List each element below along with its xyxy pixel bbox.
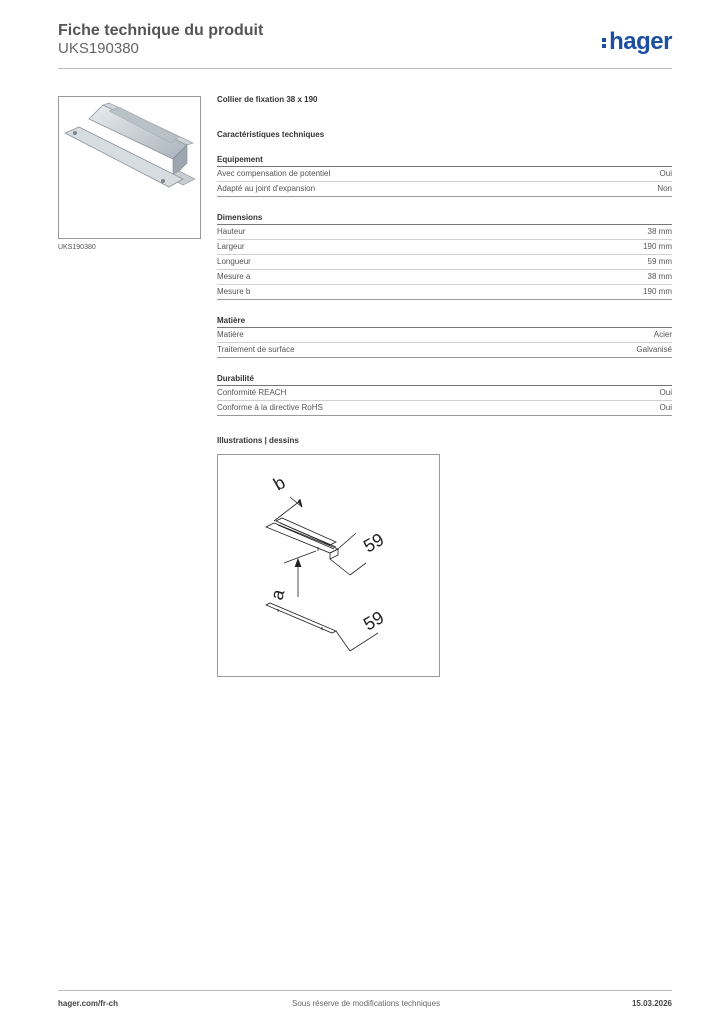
dim-a-label: a xyxy=(266,587,289,603)
main-content xyxy=(217,95,672,677)
spec-value: Acier xyxy=(653,330,672,339)
section-title: Durabilité xyxy=(217,374,672,386)
spec-row xyxy=(217,255,672,270)
tech-section-title: Caractéristiques techniques xyxy=(217,130,325,139)
spec-label: Mesure a xyxy=(217,272,251,281)
spec-row xyxy=(217,328,672,343)
spec-value: Oui xyxy=(659,169,672,178)
spec-row xyxy=(217,225,672,240)
hager-logo xyxy=(602,28,672,56)
spec-row xyxy=(217,167,672,182)
spec-label: Adapté au joint d'expansion xyxy=(217,184,316,193)
dim-bottom-label: 59 xyxy=(360,607,388,635)
footer-notice: Sous réserve de modifications techniques xyxy=(292,999,441,1008)
spec-label: Conforme à la directive RoHS xyxy=(217,403,323,412)
dim-b-label: b xyxy=(270,472,289,495)
spec-row xyxy=(217,240,672,255)
product-image xyxy=(58,96,201,239)
dim-top-label: 59 xyxy=(360,529,388,557)
spec-row xyxy=(217,285,672,300)
spec-label: Hauteur xyxy=(217,227,246,236)
spec-row xyxy=(217,343,672,358)
section-title: Matière xyxy=(217,316,672,328)
page-title: Fiche technique du produit xyxy=(58,22,264,39)
product-name: Collier de fixation 38 x 190 xyxy=(217,95,318,104)
spec-value: 38 mm xyxy=(647,227,672,236)
section-dimensions xyxy=(217,213,672,300)
spec-row xyxy=(217,182,672,197)
spec-value: 190 mm xyxy=(643,242,672,251)
footer-date: 15.03.2026 xyxy=(631,999,672,1008)
dimension-drawing-icon xyxy=(218,455,439,676)
section-title: Equipement xyxy=(217,155,672,167)
dimension-drawing xyxy=(217,454,440,677)
logo-dots-icon xyxy=(602,36,606,50)
spec-value: 190 mm xyxy=(643,287,672,296)
spec-label: Conformité REACH xyxy=(217,388,287,397)
spec-label: Matière xyxy=(217,330,244,339)
spec-value: 38 mm xyxy=(647,272,672,281)
section-durabilite xyxy=(217,374,672,416)
spec-value: Oui xyxy=(659,388,672,397)
section-matiere xyxy=(217,316,672,358)
spec-row xyxy=(217,270,672,285)
logo-text: hager xyxy=(609,28,672,55)
spec-label: Longueur xyxy=(217,257,251,266)
illustrations-title: Illustrations | dessins xyxy=(217,436,299,445)
spec-label: Mesure b xyxy=(217,287,251,296)
spec-value: Oui xyxy=(659,403,672,412)
section-equipement xyxy=(217,155,672,197)
footer-website-link[interactable]: hager.com/fr-ch xyxy=(58,999,119,1008)
section-title: Dimensions xyxy=(217,213,672,225)
spec-label: Avec compensation de potentiel xyxy=(217,169,331,178)
spec-row xyxy=(217,386,672,401)
spec-value: Non xyxy=(657,184,672,193)
footer-divider xyxy=(58,990,672,991)
spec-row xyxy=(217,401,672,416)
bracket-photo-icon xyxy=(59,97,200,238)
product-code: UKS190380 xyxy=(58,40,139,57)
spec-label: Traitement de surface xyxy=(217,345,295,354)
spec-value: 59 mm xyxy=(647,257,672,266)
header-divider xyxy=(58,68,672,69)
image-caption: UKS190380 xyxy=(58,244,96,251)
spec-value: Galvanisé xyxy=(636,345,672,354)
spec-label: Largeur xyxy=(217,242,245,251)
